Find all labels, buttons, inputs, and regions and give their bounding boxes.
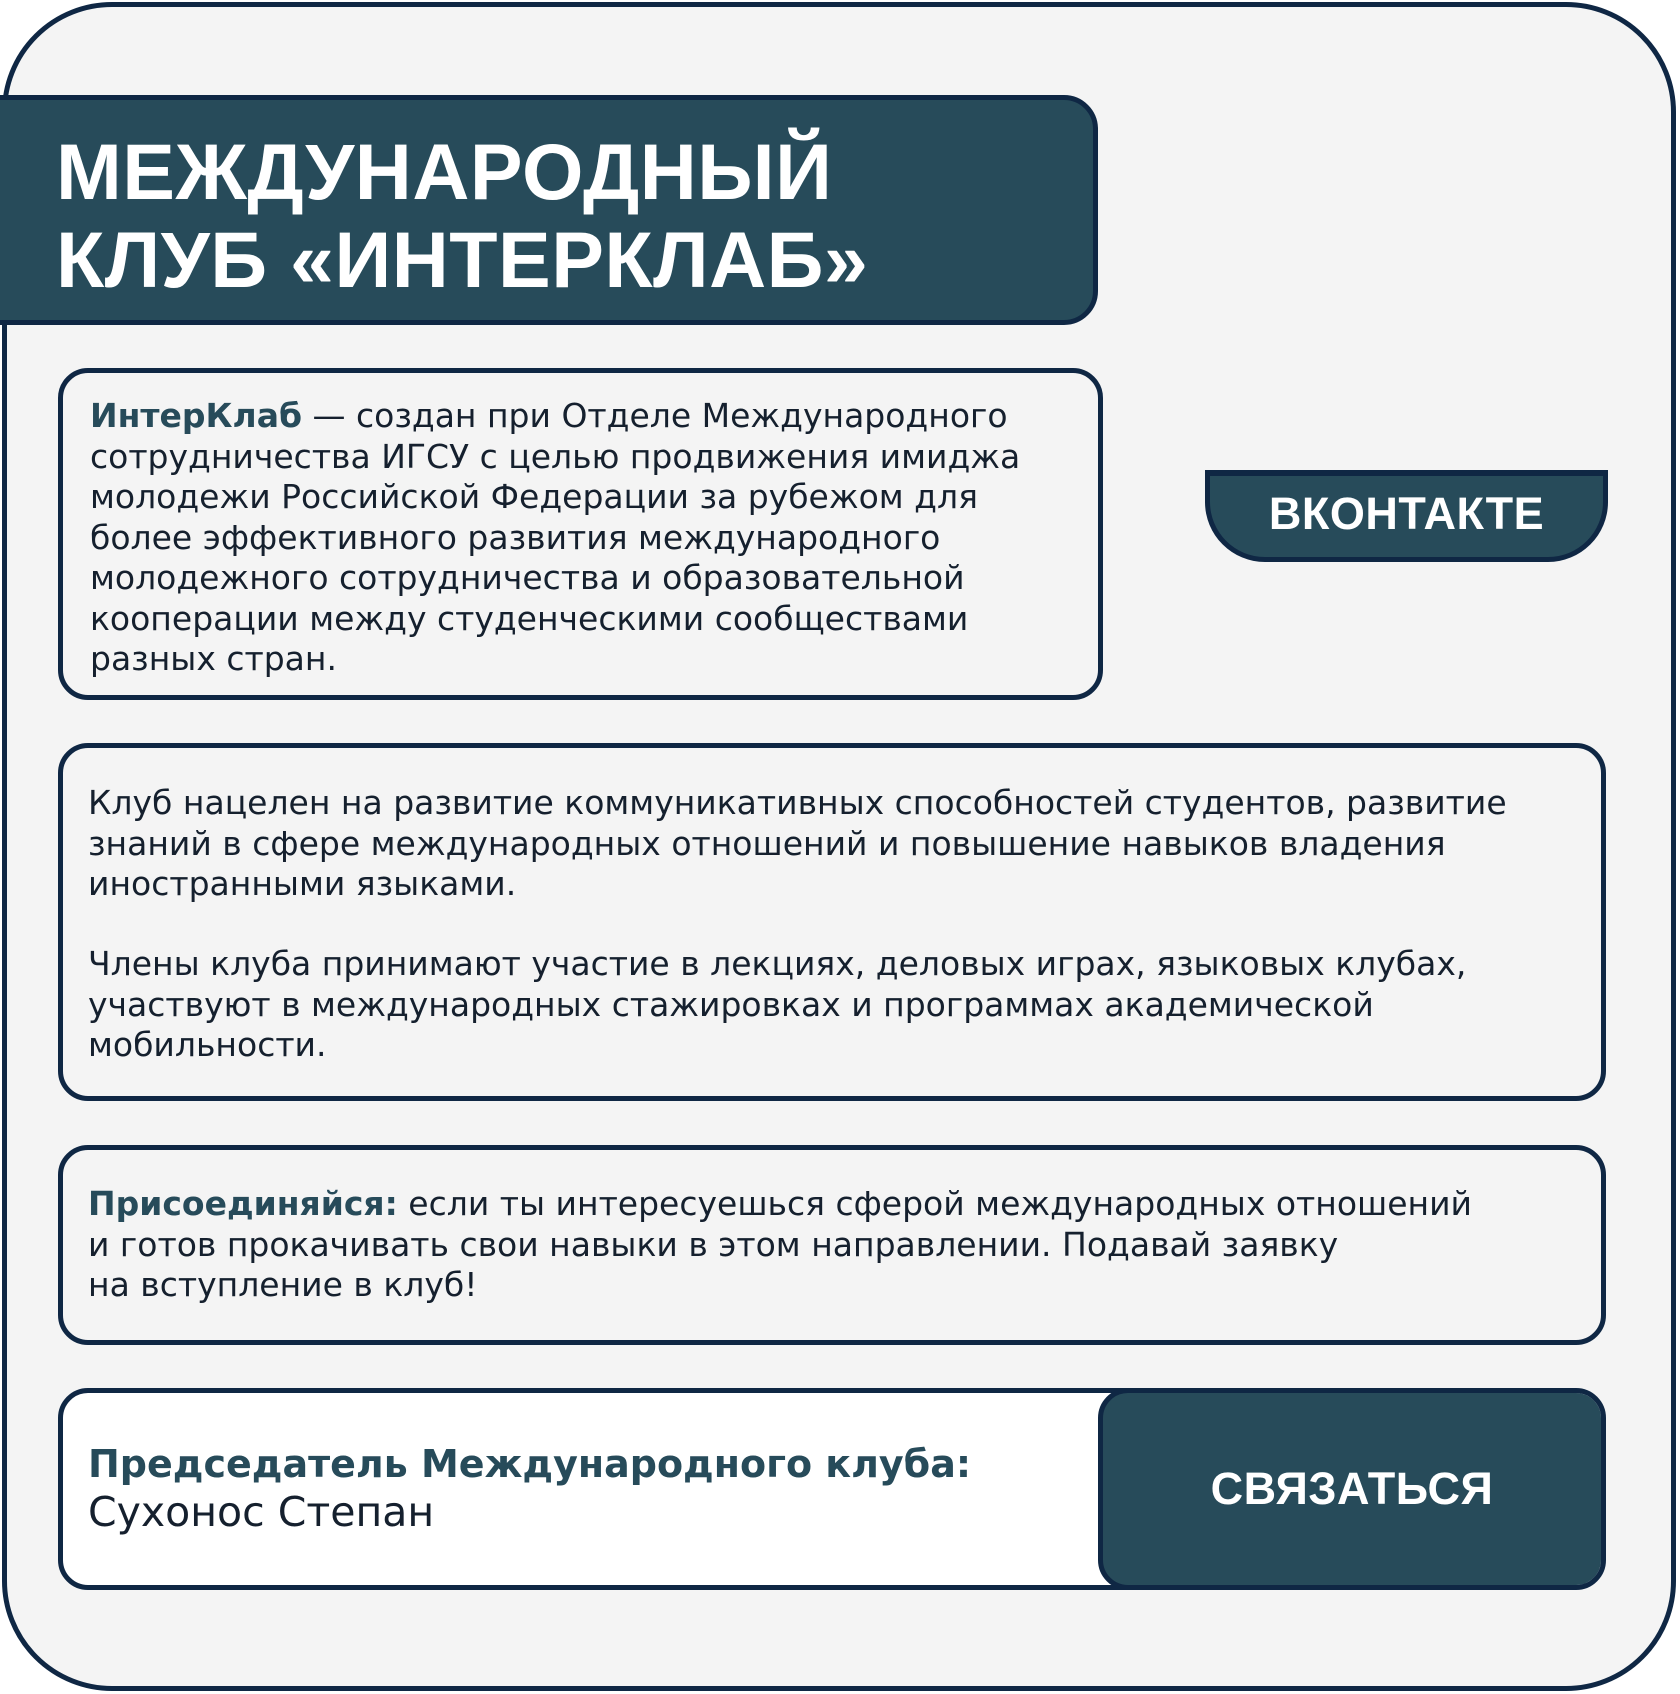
goals-line: мобильности.	[88, 1025, 327, 1064]
intro-line: разных стран.	[90, 639, 337, 678]
intro-text	[90, 396, 1020, 680]
join-line-1: Присоединяйся: если ты интересуешься сферой международных отношений	[88, 1184, 1473, 1223]
page-title	[56, 128, 1056, 304]
intro-line-1: ИнтерКлаб — создан при Отделе Международного	[90, 396, 1008, 435]
club-name: ИнтерКлаб	[90, 396, 303, 435]
contact-button[interactable]: СВЯЗАТЬСЯ	[1098, 1388, 1606, 1590]
goals-line: Клуб нацелен на развитие коммуникативных способностей студентов, развитие	[88, 783, 1507, 822]
chair-info	[88, 1440, 971, 1536]
intro-line: более эффективного развития международного	[90, 517, 941, 557]
goals-line: участвуют в международных стажировках и программах академической	[88, 984, 1374, 1024]
join-line: и готов прокачивать свои навыки в этом направлении. Подавай заявку	[88, 1224, 1339, 1264]
join-lead: Присоединяйся:	[88, 1184, 398, 1223]
join-text	[88, 1184, 1472, 1306]
chair-title: Председатель Международного клуба:	[88, 1442, 972, 1486]
goals-paragraph-2	[88, 944, 1466, 1066]
goals-line: знаний в сфере международных отношений и повышение навыков владения	[88, 823, 1446, 863]
intro-line: молодежи Российской Федерации за рубежом для	[90, 477, 978, 516]
goals-line: иностранными языками.	[88, 864, 517, 903]
title-line-1: МЕЖДУНАРОДНЫЙ	[56, 127, 833, 216]
title-line-2: КЛУБ «ИНТЕРКЛАБ»	[56, 215, 869, 304]
chair-name: Сухонос Степан	[88, 1488, 435, 1536]
intro-line: молодежного сотрудничества и образовательной	[90, 558, 965, 597]
join-line: на вступление в клуб!	[88, 1265, 478, 1304]
intro-line: кооперации между студенческими сообществами	[90, 598, 969, 638]
intro-line: сотрудничества ИГСУ с целью продвижения имиджа	[90, 436, 1021, 476]
goals-paragraph-1	[88, 783, 1507, 905]
goals-line: Члены клуба принимают участие в лекциях, деловых играх, языковых клубах,	[88, 944, 1467, 983]
vk-button[interactable]: ВКОНТАКТЕ	[1205, 470, 1608, 562]
